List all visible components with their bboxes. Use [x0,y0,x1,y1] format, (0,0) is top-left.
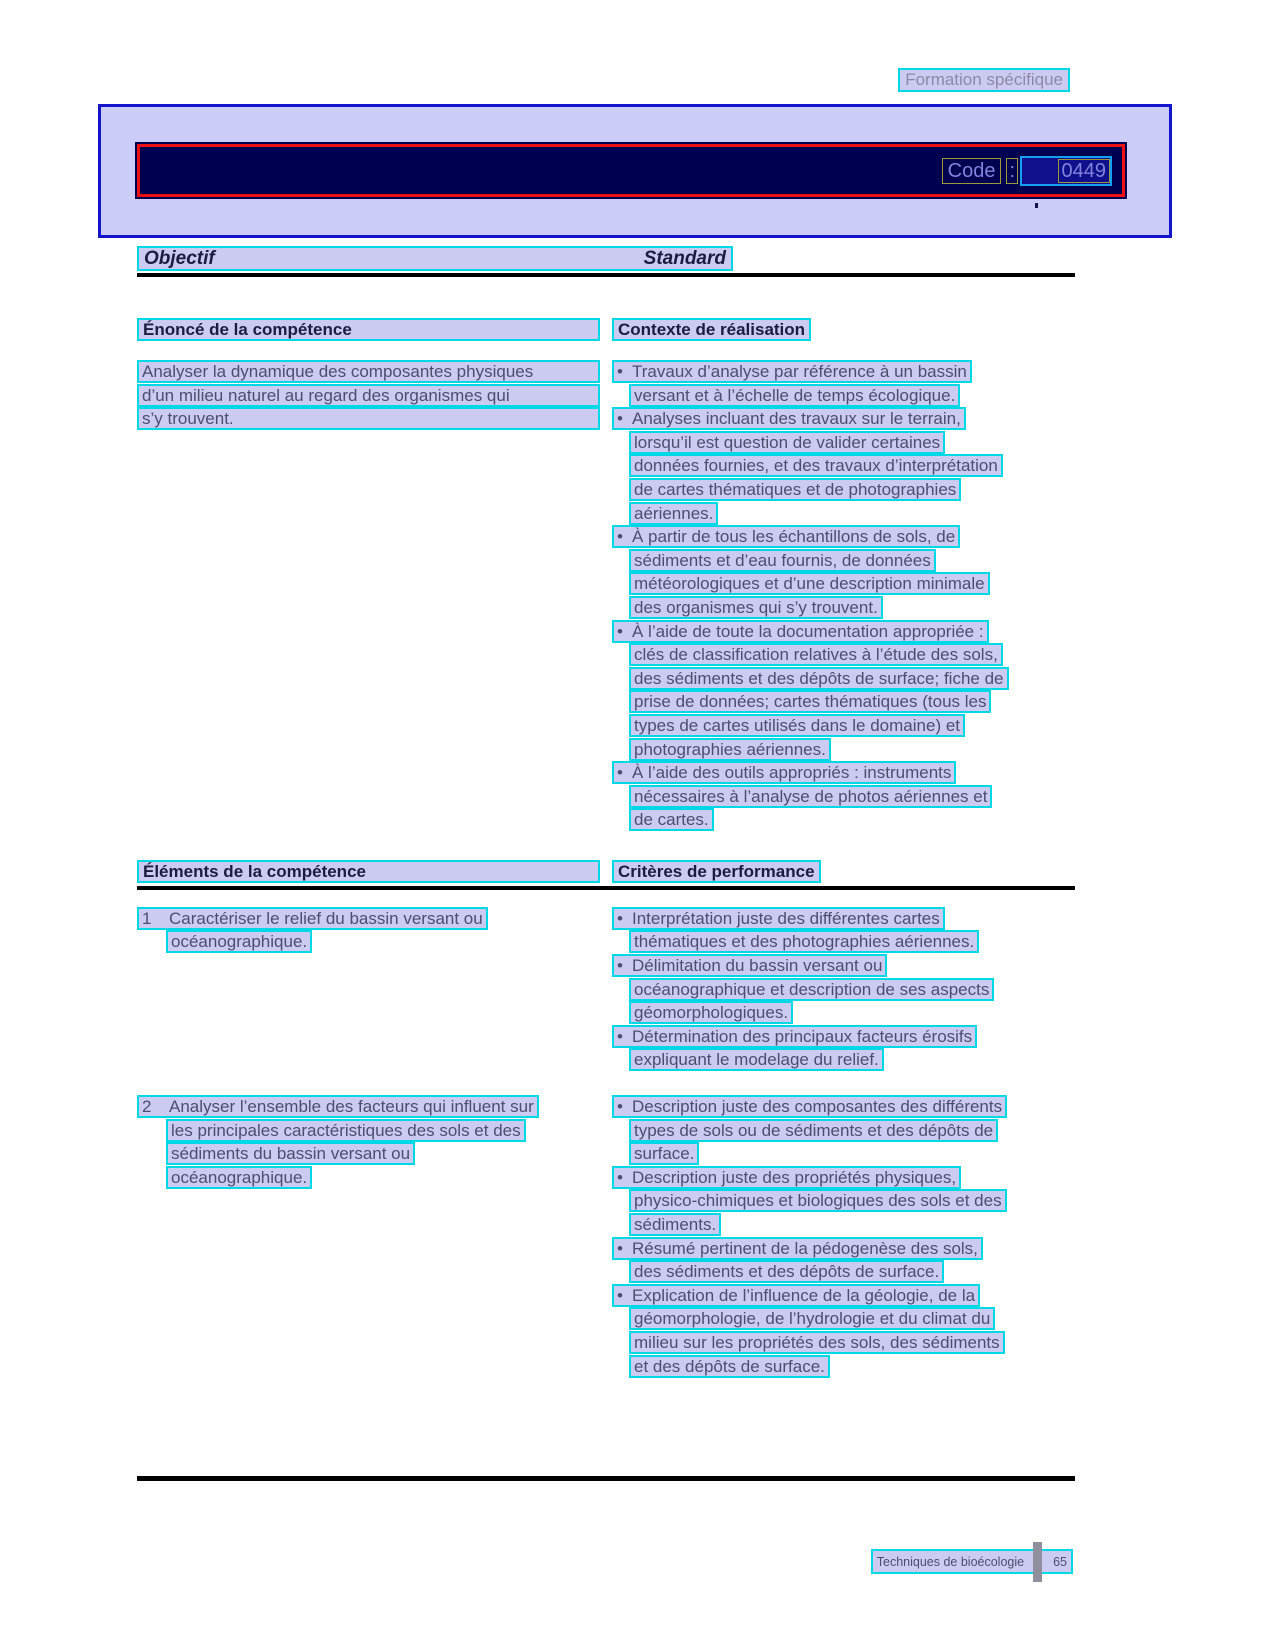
text-line [629,1331,1075,1355]
bullet-marker: • [617,527,623,547]
text-line [612,1025,1075,1049]
line-text: sédiments. [634,1215,717,1234]
text-line [166,1166,600,1190]
text-line [629,1213,1075,1237]
bullet-marker: • [617,1167,623,1187]
line-text: Explication de l’influence de la géologie, de la [632,1285,976,1305]
text-line [629,667,1075,691]
line-text: Résumé pertinent de la pédogenèse des sols, [632,1238,978,1258]
code-value-box [1020,156,1112,186]
line-text: Description juste des propriétés physiques, [632,1167,957,1187]
footer-separator-bar [1033,1542,1042,1582]
text-line [166,1142,600,1166]
element-2-criteria [612,1095,1075,1378]
top-label-row [0,0,1070,94]
line-text: À partir de tous les échantillons de sols, de [632,527,956,547]
text-line [629,738,1075,762]
context-bullet-list [612,360,1075,832]
line-text: Analyser la dynamique des composantes physiques [142,362,534,381]
text-line [629,978,1075,1002]
code-separator: : [1006,158,1018,184]
line-text: expliquant le modelage du relief. [634,1050,879,1070]
line-text: sédiments et d’eau fournis, de données [634,550,931,570]
objectif-standard-bar [137,246,733,271]
text-line [166,930,600,954]
footer-row [0,1549,1073,1574]
line-text: Délimitation du bassin versant ou [632,956,883,976]
text-line [612,761,1075,785]
text-line [629,454,1075,478]
elements-header: Éléments de la compétence [137,860,600,883]
bullet-marker: • [617,621,623,641]
line-text: océanographique. [171,932,308,952]
line-text: des sédiments et des dépôts de surface; fiche de [634,668,1004,688]
line-text: À l’aide des outils appropriés : instruments [632,763,952,783]
line-text: de cartes thématiques et de photographies [634,479,957,499]
line-text: Travaux d’analyse par référence à un bassin [632,362,967,381]
line-text: Analyser l’ensemble des facteurs qui influent sur [169,1097,534,1117]
text-line [629,1001,1075,1025]
element-row-1 [137,907,1075,1072]
line-text: des organismes qui s’y trouvent. [634,597,878,617]
text-line [612,907,1075,931]
line-text: thématiques et des photographies aériennes. [634,932,975,952]
line-text: météorologiques et d’une description minimale [634,574,985,594]
page-header-label: Formation spécifique [898,68,1070,92]
title-banner-outer-box [98,104,1172,238]
line-text: lorsqu’il est question de valider certaines [634,432,941,452]
line-text: Détermination des principaux facteurs érosifs [632,1026,973,1046]
line-text: Analyses incluant des travaux sur le terrain, [632,409,961,429]
competence-headers-row [137,318,1075,341]
element-2-text [137,1095,600,1378]
line-text: d’un milieu naturel au regard des organismes qui [142,385,510,405]
text-line [166,1119,600,1143]
line-text: sédiments du bassin versant ou [171,1144,411,1164]
number-marker: 1 [142,908,152,928]
text-line [612,1284,1075,1308]
text-line [629,1189,1075,1213]
text-line [612,1166,1075,1190]
line-text: milieu sur les propriétés des sols, des sédiments [634,1332,1000,1352]
standard-label: Standard [643,248,726,269]
line-text: clés de classification relatives à l’étude des sols, [634,645,998,665]
bullet-marker: • [617,1097,623,1117]
text-line [629,643,1075,667]
bullet-marker: • [617,763,623,783]
element-row-2 [137,1095,1075,1378]
text-line [629,478,1075,502]
competence-content-row [137,360,1075,832]
section-rule-top [137,273,1075,277]
footer-program-label: Techniques de bioécologie [876,1554,1025,1569]
line-text: Description juste des composantes des différents [632,1097,1003,1117]
bullet-marker: • [617,409,623,429]
bullet-marker: • [617,1285,623,1305]
text-line [612,525,1075,549]
line-text: surface. [634,1144,695,1164]
bullet-marker: • [617,362,623,381]
text-line [629,572,1075,596]
text-line [629,690,1075,714]
stray-mark [1035,203,1038,208]
text-line [629,502,1075,526]
enonce-header: Énoncé de la compétence [137,318,600,341]
contexte-header: Contexte de réalisation [612,318,811,341]
text-line [629,384,1075,408]
criteres-header: Critères de performance [612,860,821,883]
text-line [137,384,600,408]
line-text: océanographique. [171,1167,308,1187]
bullet-marker: • [617,1238,623,1258]
text-line [612,407,1075,431]
line-text: océanographique et description de ses aspects [634,979,990,999]
line-text: types de sols ou de sédiments et des dépôts de [634,1120,994,1140]
number-marker: 2 [142,1097,152,1117]
code-label: Code [942,158,1002,184]
text-line [629,596,1075,620]
text-line [612,360,1075,384]
section-rule-mid [137,886,1075,890]
footer-page-number: 65 [1053,1554,1067,1569]
line-text: types de cartes utilisés dans le domaine) et [634,715,961,735]
line-text: versant et à l’échelle de temps écologique. [634,385,956,405]
text-line [629,1260,1075,1284]
text-line [137,907,600,931]
line-text: nécessaires à l’analyse de photos aériennes et [634,786,988,806]
text-line [629,808,1075,832]
line-text: aériennes. [634,503,714,523]
text-line [137,407,600,431]
objectif-label: Objectif [144,248,215,269]
bullet-marker: • [617,908,623,928]
text-line [629,1119,1075,1143]
text-line [137,1095,600,1119]
line-text: données fournies, et des travaux d’interprétation [634,456,998,476]
code-area [942,156,1112,186]
text-line [629,431,1075,455]
text-line [629,549,1075,573]
text-line [612,1095,1075,1119]
text-line [612,954,1075,978]
line-text: photographies aériennes. [634,739,826,759]
text-line [629,1142,1075,1166]
text-line [612,620,1075,644]
title-row [137,246,1275,271]
line-text: prise de données; cartes thématiques (tous les [634,692,987,712]
element-1-text [137,907,600,1072]
title-banner [137,144,1125,197]
line-text: À l’aide de toute la documentation appropriée : [632,621,984,641]
bullet-marker: • [617,1026,623,1046]
line-text: les principales caractéristiques des sols et des [171,1120,521,1140]
line-text: et des dépôts de surface. [634,1356,825,1376]
text-line [629,1355,1075,1379]
line-text: Caractériser le relief du bassin versant ou [169,908,483,928]
text-line [629,714,1075,738]
line-text: géomorphologiques. [634,1003,789,1023]
line-text: géomorphologie, de l’hydrologie et du climat du [634,1309,991,1329]
text-line [137,360,600,384]
competence-statement [137,360,600,832]
footer-rule [137,1476,1075,1481]
line-text: des sédiments et des dépôts de surface. [634,1262,940,1282]
code-value: 0449 [1058,159,1111,183]
text-line [629,1307,1075,1331]
bullet-marker: • [617,956,623,976]
line-text: s’y trouvent. [142,409,234,429]
text-line [612,1237,1075,1261]
text-line [629,1048,1075,1072]
line-text: de cartes. [634,810,709,830]
line-text: physico-chimiques et biologiques des sols et des [634,1191,1002,1211]
element-1-criteria [612,907,1075,1072]
text-line [629,785,1075,809]
elements-headers-row [137,860,1075,883]
text-line [629,930,1075,954]
footer [871,1549,1073,1574]
line-text: Interprétation juste des différentes cartes [632,908,940,928]
